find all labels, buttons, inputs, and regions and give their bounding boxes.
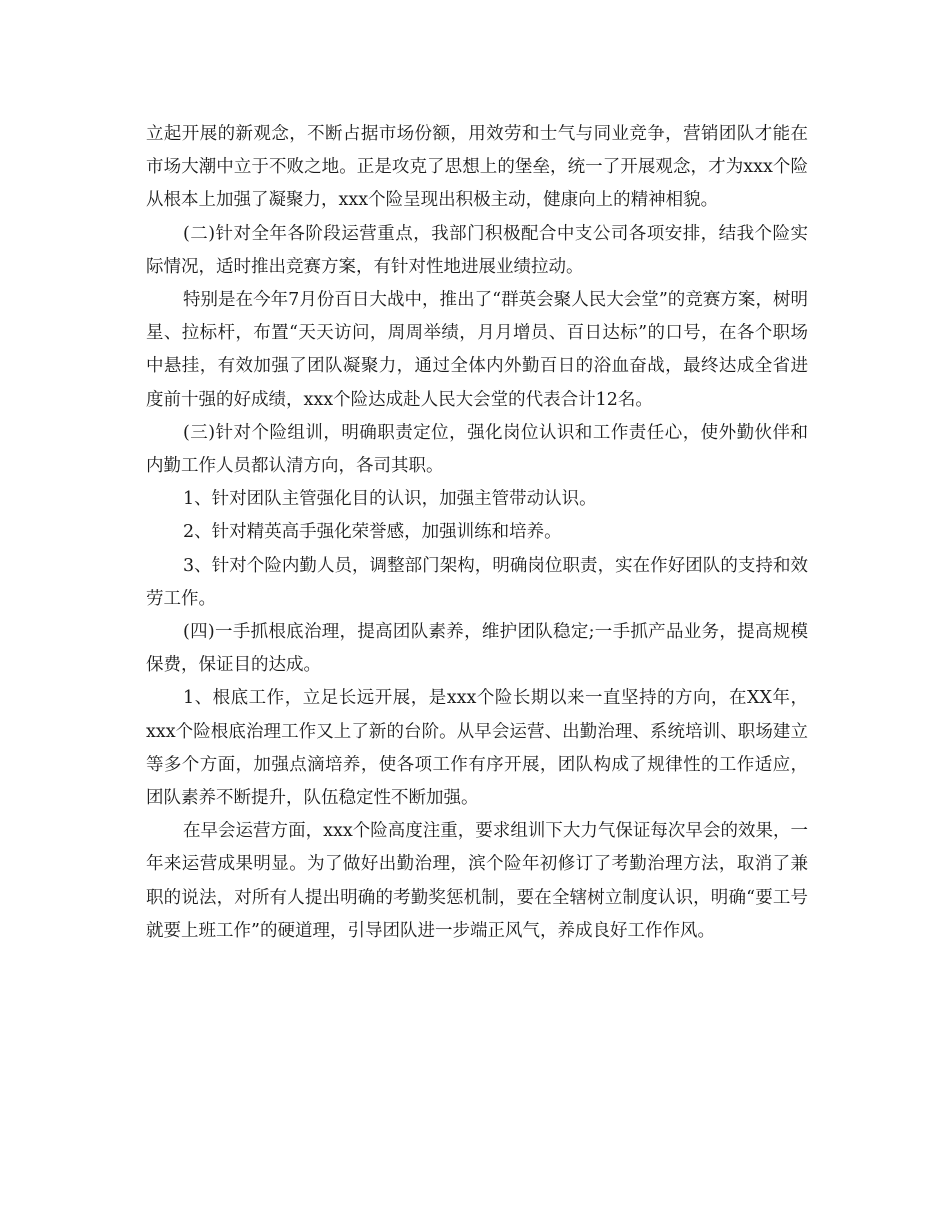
paragraph-4: (三)针对个险组训，明确职责定位，强化岗位认识和工作责任心，使外勤伙伴和内勤工作人员都认清方向，各司其职。 (146, 422, 808, 477)
paragraph-9: 1、根底工作，立足长远开展，是xxx个险长期以来一直坚持的方向，在XX年，xxx个险根底治理工作又上了新的台阶。从早会运营、出勤治理、系统培训、职场建立等多个方面，加强点滴培养，使各项工作有序开展，团队构成了规律性的工作适应，团队素养不断提升，队伍稳定性不断加强。 (146, 688, 808, 809)
paragraph-8: (四)一手抓根底治理，提高团队素养，维护团队稳定;一手抓产品业务，提高规模保费，保证目的达成。 (146, 622, 808, 676)
paragraph-10: 在早会运营方面，xxx个险高度注重，要求组训下大力气保证每次早会的效果，一年来运营成果明显。为了做好出勤治理，滨个险年初修订了考勤治理方法，取消了兼职的说法，对所有人提出明确的考勤奖惩机制，要在全辖树立制度认识，明确“要工号就要上班工作”的硬道理，引导团队进一步端正风气，养成良好工作作风。 (146, 821, 808, 941)
paragraph-6: 2、针对精英高手强化荣誉感，加强训练和培养。 (183, 522, 562, 543)
paragraph-1: 立起开展的新观念，不断占据市场份额，用效劳和士气与同业竞争，营销团队才能在市场大潮中立于不败之地。正是攻克了思想上的堡垒，统一了开展观念，才为xxx个险从根本上加强了凝聚力，xxx个险呈现出积极主动，健康向上的精神相貌。 (146, 124, 808, 211)
paragraph-3: 特别是在今年7月份百日大战中，推出了“群英会聚人民大会堂”的竞赛方案，树明星、拉标杆，布置“天天访问，周周举绩，月月增员、百日达标”的口号，在各个职场中悬挂，有效加强了团队凝聚力，通过全体内外勤百日的浴血奋战，最终达成全省进度前十强的好成绩，xxx个险达成赴人民大会堂的代表合计12名。 (146, 290, 808, 410)
paragraph-2: (二)针对全年各阶段运营重点，我部门积极配合中支公司各项安排，结我个险实际情况，适时推出竞赛方案，有针对性地进展业绩拉动。 (146, 223, 808, 277)
document-body (146, 118, 808, 948)
paragraph-5: 1、针对团队主管强化目的认识，加强主管带动认识。 (183, 489, 597, 510)
paragraph-7: 3、针对个险内勤人员，调整部门架构，明确岗位职责，实在作好团队的支持和效劳工作。 (146, 555, 808, 609)
